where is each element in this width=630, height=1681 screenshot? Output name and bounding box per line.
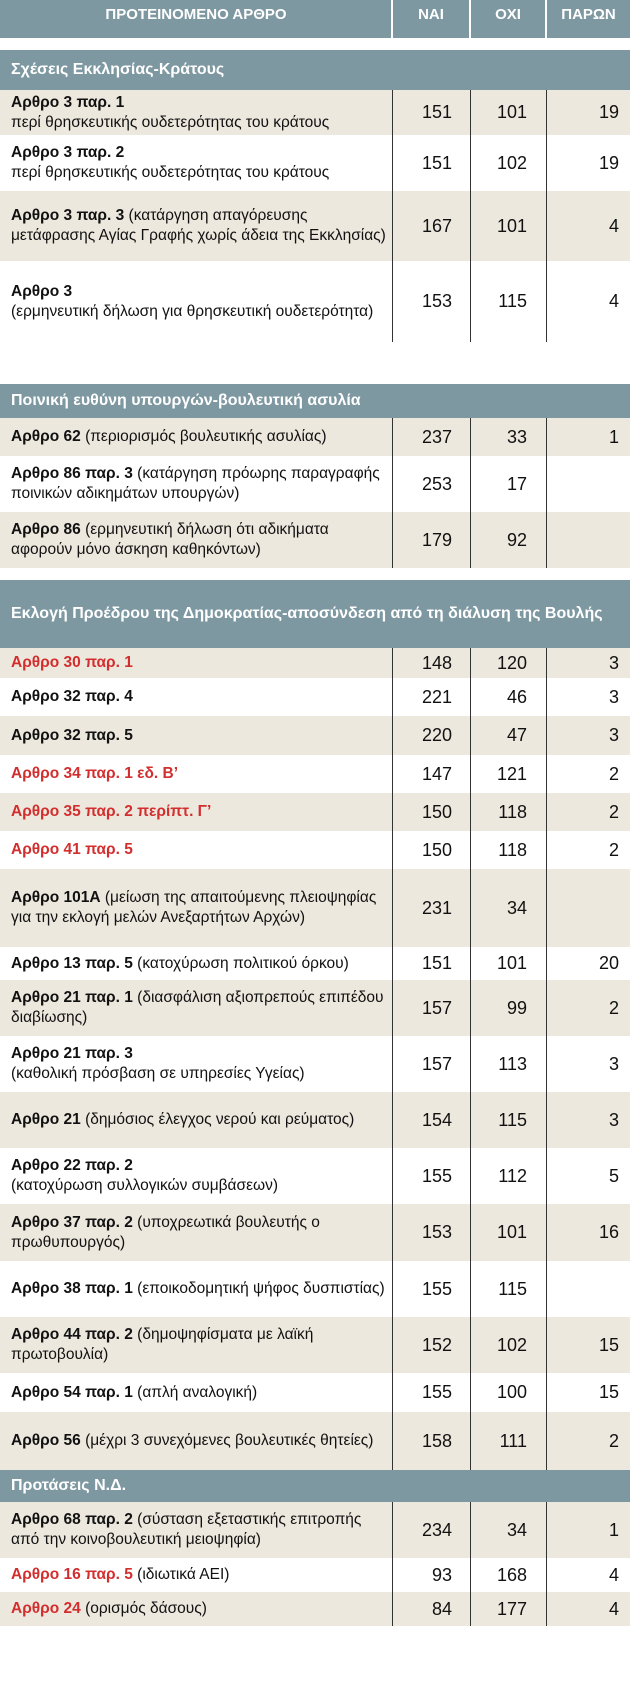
column-divider — [546, 980, 547, 1036]
table-row — [0, 1373, 630, 1412]
present-count: 4 — [608, 1598, 619, 1619]
article-number: Αρθρο 41 παρ. 5 — [11, 841, 133, 858]
table-row — [0, 648, 630, 678]
article-cell — [11, 831, 386, 869]
table-row — [0, 261, 630, 342]
column-divider — [470, 716, 471, 755]
no-count: 115 — [498, 291, 527, 311]
yes-count: 220 — [421, 725, 452, 745]
article-description: (περιορισμός βουλευτικής ασυλίας) — [80, 428, 327, 445]
article-number: Αρθρο 32 παρ. 4 — [11, 688, 133, 705]
yes-count: 153 — [421, 1222, 452, 1242]
column-divider — [470, 512, 471, 568]
column-divider — [470, 947, 471, 980]
column-divider — [470, 1373, 471, 1412]
article-text — [11, 520, 386, 560]
table-row — [0, 1317, 630, 1373]
article-description: (κατοχύρωση συλλογικών συμβάσεων) — [11, 1177, 278, 1194]
article-text — [11, 427, 386, 447]
article-description: (δημόσιος έλεγχος νερού και ρεύματος) — [80, 1111, 355, 1128]
article-text — [11, 464, 386, 504]
section-title: Εκλογή Προέδρου της Δημοκρατίας-αποσύνδεση από τη διάλυση της Βουλής — [0, 580, 630, 648]
column-divider — [546, 261, 547, 342]
article-description: (εποικοδομητική ψήφος δυσπιστίας) — [132, 1280, 385, 1297]
article-number: Αρθρο 68 παρ. 2 — [11, 1511, 133, 1528]
article-text — [11, 93, 386, 133]
article-cell — [11, 755, 386, 793]
yes-count: 150 — [421, 801, 452, 822]
article-number: Αρθρο 3 παρ. 3 — [11, 207, 125, 224]
present-count: 2 — [608, 763, 619, 784]
yes-count: 155 — [421, 1382, 452, 1402]
no-count: 92 — [506, 529, 527, 550]
article-text — [11, 802, 386, 822]
no-count: 101 — [496, 215, 527, 236]
yes-count: 155 — [421, 1278, 452, 1299]
column-divider — [392, 678, 393, 716]
present-count: 2 — [608, 839, 619, 860]
table-row — [0, 418, 630, 456]
column-divider — [392, 1261, 393, 1317]
article-description: περί θρησκευτικής ουδετερότητας του κράτους — [11, 164, 330, 181]
table-row — [0, 1261, 630, 1317]
column-divider — [546, 191, 547, 261]
article-cell — [11, 512, 386, 568]
column-divider — [546, 831, 547, 869]
column-divider — [470, 648, 471, 678]
article-cell — [11, 418, 386, 456]
column-divider — [546, 512, 547, 568]
no-count: 112 — [498, 1165, 527, 1186]
yes-count: 152 — [421, 1334, 452, 1355]
yes-count: 179 — [421, 529, 452, 550]
table-row — [0, 135, 630, 191]
article-number: Αρθρο 34 παρ. 1 εδ. Β’ — [11, 765, 179, 782]
column-divider — [470, 191, 471, 261]
column-divider — [470, 1502, 471, 1558]
no-count: 101 — [496, 953, 527, 973]
table-row — [0, 1502, 630, 1558]
article-description: (κατάργηση πρόωρης παραγραφής ποινικών αδικημάτων υπουργών) — [11, 465, 380, 502]
column-divider — [470, 678, 471, 716]
table-row — [0, 947, 630, 980]
table-row — [0, 831, 630, 869]
no-count: 34 — [506, 1519, 527, 1540]
article-text — [11, 282, 386, 322]
section-title: Σχέσεις Εκκλησίας-Κράτους — [0, 50, 630, 90]
no-count: 177 — [496, 1598, 527, 1619]
article-text — [11, 1279, 386, 1299]
article-number: Αρθρο 21 — [11, 1111, 81, 1128]
table-row — [0, 980, 630, 1036]
column-divider — [546, 947, 547, 980]
column-divider — [392, 869, 393, 947]
present-count: 1 — [608, 426, 619, 447]
column-divider — [392, 716, 393, 755]
column-divider — [546, 1036, 547, 1092]
column-divider — [392, 755, 393, 793]
yes-count: 157 — [421, 997, 452, 1018]
column-divider — [470, 793, 471, 831]
present-count: 20 — [598, 953, 619, 973]
table-row — [0, 678, 630, 716]
section-gap — [0, 342, 630, 354]
article-number: Αρθρο 24 — [11, 1600, 81, 1617]
column-divider — [546, 1373, 547, 1412]
header-article: ΠΡΟΤΕΙΝΟΜΕΝΟ ΑΡΘΡΟ — [105, 6, 287, 23]
column-divider — [392, 1092, 393, 1148]
column-divider — [546, 1317, 547, 1373]
article-text — [11, 888, 386, 928]
present-count: 5 — [608, 1165, 619, 1186]
article-cell — [11, 1412, 386, 1470]
article-text — [11, 687, 386, 707]
table-row — [0, 191, 630, 261]
column-divider — [546, 1092, 547, 1148]
column-divider — [470, 1092, 471, 1148]
no-count: 101 — [496, 1222, 527, 1242]
column-divider — [392, 191, 393, 261]
column-divider — [392, 947, 393, 980]
column-divider — [546, 418, 547, 456]
yes-count: 231 — [421, 897, 452, 918]
present-count: 3 — [608, 1109, 619, 1130]
present-count: 2 — [608, 997, 619, 1018]
article-number: Αρθρο 35 παρ. 2 περίπτ. Γ’ — [11, 803, 212, 820]
section-title: Προτάσεις Ν.Δ. — [0, 1470, 630, 1502]
no-count: 120 — [496, 652, 527, 673]
column-divider — [392, 135, 393, 191]
article-cell — [11, 261, 386, 342]
article-text — [11, 1599, 386, 1619]
article-text — [11, 726, 386, 746]
article-text — [11, 206, 386, 246]
article-cell — [11, 1261, 386, 1317]
no-count: 118 — [498, 801, 527, 822]
article-number: Αρθρο 38 παρ. 1 — [11, 1280, 133, 1297]
column-divider — [392, 980, 393, 1036]
yes-count: 234 — [421, 1519, 452, 1540]
article-cell — [11, 793, 386, 831]
header-present: ΠΑΡΩΝ — [561, 6, 616, 23]
column-divider — [470, 1317, 471, 1373]
yes-count: 148 — [421, 652, 452, 673]
article-text — [11, 653, 386, 673]
article-text — [11, 1325, 386, 1365]
article-text — [11, 954, 386, 974]
yes-count: 151 — [421, 102, 452, 122]
column-divider — [392, 1317, 393, 1373]
article-cell — [11, 1036, 386, 1092]
present-count: 16 — [598, 1222, 619, 1242]
present-count: 15 — [598, 1334, 619, 1355]
column-divider — [392, 418, 393, 456]
column-divider — [470, 1036, 471, 1092]
column-divider — [546, 1261, 547, 1317]
no-count: 111 — [499, 1430, 527, 1451]
article-number: Αρθρο 62 — [11, 428, 81, 445]
article-description: (ερμηνευτική δήλωση για θρησκευτική ουδετερότητα) — [11, 302, 374, 320]
column-divider — [392, 90, 393, 135]
article-text — [11, 1431, 386, 1451]
column-divider — [392, 831, 393, 869]
article-cell — [11, 980, 386, 1036]
present-count: 3 — [608, 1053, 619, 1074]
column-divider — [392, 1502, 393, 1558]
yes-count: 147 — [421, 763, 452, 784]
article-text — [11, 1110, 386, 1130]
article-text — [11, 1044, 386, 1084]
column-divider — [392, 1373, 393, 1412]
article-number: Αρθρο 101Α — [11, 889, 101, 906]
column-divider — [470, 1261, 471, 1317]
article-description: (δημοψηφίσματα με λαϊκή πρωτοβουλία) — [11, 1326, 314, 1363]
column-divider — [470, 1558, 471, 1592]
article-text — [11, 764, 386, 784]
article-text — [11, 1383, 386, 1403]
article-number: Αρθρο 56 — [11, 1432, 81, 1449]
article-cell — [11, 1148, 386, 1204]
article-cell — [11, 716, 386, 755]
table-row — [0, 793, 630, 831]
table-row — [0, 755, 630, 793]
no-count: 113 — [498, 1053, 527, 1074]
yes-count: 155 — [421, 1165, 452, 1186]
column-divider — [470, 1204, 471, 1261]
yes-count: 93 — [431, 1564, 452, 1585]
no-count: 47 — [506, 725, 527, 745]
yes-count: 158 — [421, 1430, 452, 1451]
article-cell — [11, 456, 386, 512]
article-cell — [11, 1204, 386, 1261]
column-divider — [392, 648, 393, 678]
column-divider — [546, 135, 547, 191]
column-divider — [546, 90, 547, 135]
article-cell — [11, 1592, 386, 1626]
article-number: Αρθρο 21 παρ. 1 — [11, 989, 133, 1006]
table-row — [0, 1592, 630, 1626]
column-divider — [470, 135, 471, 191]
column-divider — [392, 793, 393, 831]
article-cell — [11, 648, 386, 678]
table-row — [0, 512, 630, 568]
article-description: (υποχρεωτικά βουλευτής ο πρωθυπουργός) — [11, 1213, 320, 1251]
yes-count: 157 — [421, 1053, 452, 1074]
section-gap — [0, 568, 630, 580]
yes-count: 153 — [421, 291, 452, 311]
no-count: 115 — [498, 1109, 527, 1130]
no-count: 17 — [506, 473, 527, 494]
yes-count: 151 — [421, 953, 452, 973]
article-cell — [11, 90, 386, 135]
present-count: 4 — [608, 215, 619, 236]
article-cell — [11, 191, 386, 261]
column-divider — [392, 1148, 393, 1204]
no-count: 46 — [506, 686, 527, 707]
article-number: Αρθρο 37 παρ. 2 — [11, 1213, 133, 1231]
article-number: Αρθρο 86 παρ. 3 — [11, 465, 133, 482]
no-count: 101 — [496, 102, 527, 122]
article-text — [11, 840, 386, 860]
column-divider — [470, 831, 471, 869]
column-divider — [392, 456, 393, 512]
article-cell — [11, 1317, 386, 1373]
column-divider — [546, 1148, 547, 1204]
article-text — [11, 988, 386, 1028]
present-count: 19 — [598, 102, 619, 122]
yes-count: 221 — [421, 686, 452, 707]
column-divider — [546, 678, 547, 716]
article-text — [11, 1510, 386, 1550]
article-text — [11, 1213, 386, 1253]
no-count: 168 — [496, 1564, 527, 1585]
present-count: 15 — [598, 1382, 619, 1402]
table-row — [0, 716, 630, 755]
article-text — [11, 143, 386, 183]
column-divider — [470, 1592, 471, 1626]
article-cell — [11, 947, 386, 980]
article-number: Αρθρο 13 παρ. 5 — [11, 954, 133, 972]
column-divider — [546, 755, 547, 793]
table-row — [0, 1412, 630, 1470]
column-divider — [546, 793, 547, 831]
article-cell — [11, 135, 386, 191]
article-description: (κατοχύρωση πολιτικού όρκου) — [132, 954, 349, 972]
column-divider — [470, 755, 471, 793]
no-count: 100 — [496, 1382, 527, 1402]
article-description: (ιδιωτικά ΑΕΙ) — [132, 1566, 230, 1583]
article-number: Αρθρο 22 παρ. 2 — [11, 1157, 133, 1174]
article-number: Αρθρο 54 παρ. 1 — [11, 1383, 133, 1401]
present-count: 3 — [608, 652, 619, 673]
column-divider — [546, 1502, 547, 1558]
column-divider — [546, 869, 547, 947]
header-yes: ΝΑΙ — [418, 6, 444, 23]
article-description: (καθολική πρόσβαση σε υπηρεσίες Υγείας) — [11, 1065, 305, 1082]
article-description: (απλή αναλογική) — [132, 1383, 258, 1401]
column-divider — [546, 716, 547, 755]
article-description: (διασφάλιση αξιοπρεπούς επιπέδου διαβίωσης) — [11, 989, 384, 1026]
column-divider — [392, 1592, 393, 1626]
present-count: 3 — [608, 686, 619, 707]
present-count: 4 — [608, 291, 619, 311]
article-description: (κατάργηση απαγόρευσης μετάφρασης Αγίας Γραφής χωρίς άδεια της Εκκλησίας) — [11, 207, 386, 244]
yes-count: 237 — [421, 426, 452, 447]
column-divider — [546, 1204, 547, 1261]
table-row — [0, 1204, 630, 1261]
yes-count: 151 — [421, 152, 452, 173]
article-text — [11, 1565, 386, 1585]
column-divider — [546, 1558, 547, 1592]
column-divider — [392, 512, 393, 568]
present-count: 2 — [608, 1430, 619, 1451]
column-divider — [470, 90, 471, 135]
no-count: 118 — [498, 839, 527, 860]
column-divider — [470, 1148, 471, 1204]
column-divider — [546, 1592, 547, 1626]
present-count: 19 — [598, 152, 619, 173]
present-count: 3 — [608, 725, 619, 745]
no-count: 121 — [496, 763, 527, 784]
article-cell — [11, 869, 386, 947]
no-count: 102 — [496, 152, 527, 173]
no-count: 115 — [498, 1278, 527, 1299]
column-divider — [546, 1412, 547, 1470]
article-number: Αρθρο 30 παρ. 1 — [11, 654, 133, 671]
article-number: Αρθρο 86 — [11, 521, 81, 538]
yes-count: 84 — [431, 1598, 452, 1619]
article-number: Αρθρο 44 παρ. 2 — [11, 1326, 133, 1343]
column-divider — [392, 261, 393, 342]
yes-count: 150 — [421, 839, 452, 860]
no-count: 34 — [506, 897, 527, 918]
present-count: 2 — [608, 801, 619, 822]
table-row — [0, 1148, 630, 1204]
present-count: 4 — [608, 1564, 619, 1585]
column-divider — [470, 261, 471, 342]
column-divider — [392, 1558, 393, 1592]
yes-count: 154 — [421, 1109, 452, 1130]
no-count: 99 — [506, 997, 527, 1018]
article-cell — [11, 1373, 386, 1412]
column-divider — [392, 1204, 393, 1261]
column-divider — [546, 648, 547, 678]
column-divider — [470, 1412, 471, 1470]
column-divider — [392, 1036, 393, 1092]
column-divider — [392, 1412, 393, 1470]
article-description: (σύσταση εξεταστικής επιτροπής από την κοινοβουλευτική μειοψηφία) — [11, 1511, 362, 1548]
article-description: (μείωση της απαιτούμενης πλειοψηφίας για την εκλογή μελών Ανεξαρτήτων Αρχών) — [11, 889, 377, 926]
column-divider — [546, 456, 547, 512]
yes-count: 167 — [421, 215, 452, 236]
table-row — [0, 1092, 630, 1148]
article-cell — [11, 1558, 386, 1592]
column-divider — [470, 456, 471, 512]
article-number: Αρθρο 32 παρ. 5 — [11, 726, 133, 744]
article-description: (ερμηνευτική δήλωση ότι αδικήματα αφορούν μόνο άσκηση καθηκόντων) — [11, 521, 329, 558]
article-description: (μέχρι 3 συνεχόμενες βουλευτικές θητείες) — [80, 1432, 374, 1449]
table-header — [0, 0, 630, 38]
present-count: 1 — [608, 1519, 619, 1540]
table-row — [0, 1558, 630, 1592]
section-gap — [0, 38, 630, 50]
article-number: Αρθρο 16 παρ. 5 — [11, 1566, 133, 1583]
article-description: περί θρησκευτικής ουδετερότητας του κράτους — [11, 113, 330, 131]
header-no: ΟΧΙ — [495, 6, 521, 23]
article-number: Αρθρο 3 παρ. 1 — [11, 93, 125, 111]
article-cell — [11, 1502, 386, 1558]
column-divider — [470, 980, 471, 1036]
yes-count: 253 — [421, 473, 452, 494]
article-description: (ορισμός δάσους) — [80, 1600, 207, 1617]
table-row — [0, 456, 630, 512]
column-divider — [470, 869, 471, 947]
table-row — [0, 869, 630, 947]
table-row — [0, 90, 630, 135]
no-count: 33 — [506, 426, 527, 447]
article-cell — [11, 678, 386, 716]
section-title: Ποινική ευθύνη υπουργών-βουλευτική ασυλία — [0, 384, 630, 418]
article-number: Αρθρο 21 παρ. 3 — [11, 1045, 133, 1062]
no-count: 102 — [496, 1334, 527, 1355]
article-text — [11, 1156, 386, 1196]
column-divider — [470, 418, 471, 456]
article-cell — [11, 1092, 386, 1148]
article-number: Αρθρο 3 — [11, 282, 73, 300]
article-number: Αρθρο 3 παρ. 2 — [11, 144, 125, 161]
table-row — [0, 1036, 630, 1092]
